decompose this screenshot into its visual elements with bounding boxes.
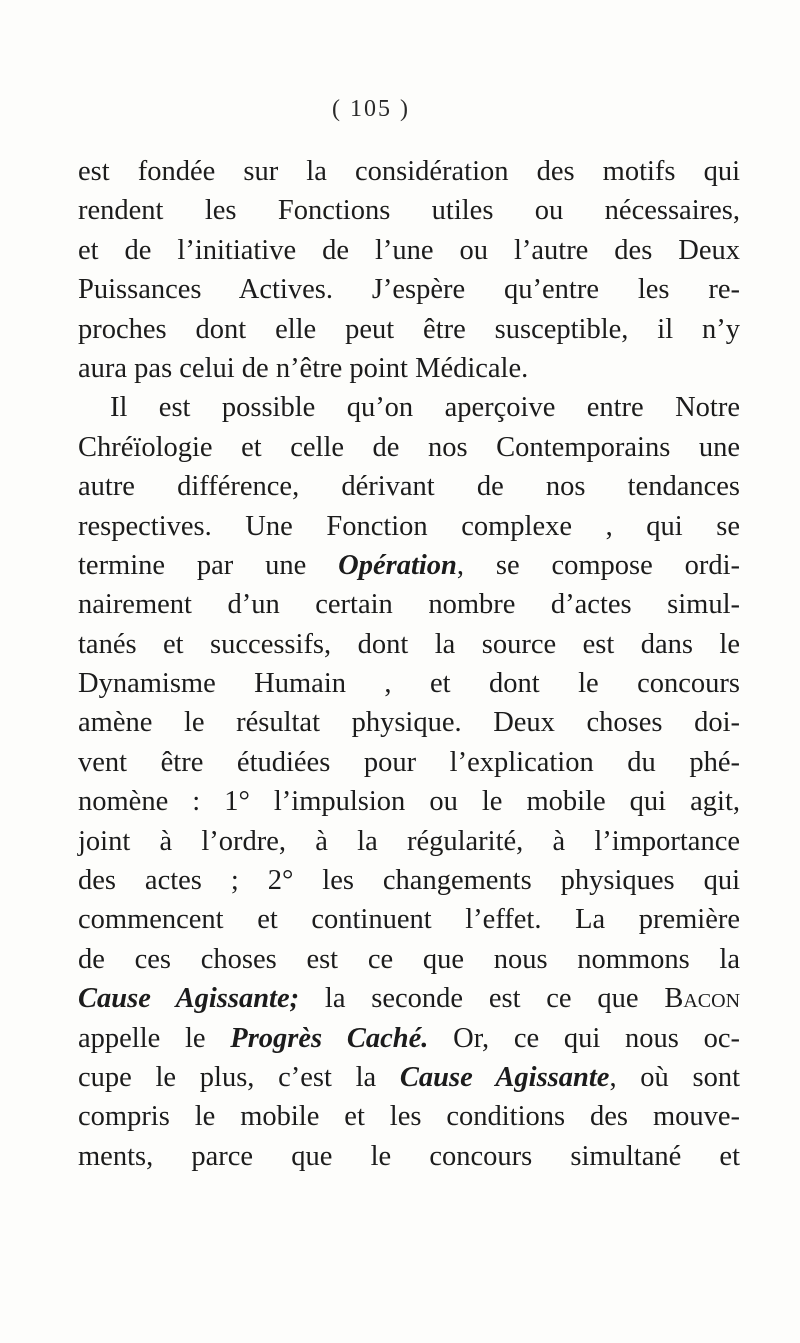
text-run: compris le mobile et les conditions des mouve- [78,1101,740,1133]
text-run: termine par une [78,549,339,581]
text-run: autre différence, dérivant de nos tendances [78,471,740,503]
text-line [78,349,740,388]
italic-phrase: Progrès Caché. [230,1022,429,1054]
body-text [78,152,740,1176]
text-line [78,310,740,349]
text-run: cupe le plus, c’est la [78,1061,400,1093]
italic-phrase: Opération [338,549,457,581]
text-line [78,703,740,742]
text-run: des actes ; 2° les changements physiques qui [78,865,740,897]
text-line [78,546,740,585]
text-run: tanés et successifs, dont la source est dans le [78,628,740,660]
text-line [78,388,740,427]
text-run: commencent et continuent l’effet. La première [78,904,740,936]
text-line [78,507,740,546]
text-line [78,1137,740,1176]
italic-phrase: Cause Agissante [399,1061,610,1093]
text-line [78,900,740,939]
text-run: Dynamisme Humain , et dont le concours [78,668,740,700]
text-run: nairement d’un certain nombre d’actes simul- [78,589,740,621]
text-line [78,664,740,703]
text-line [78,1097,740,1136]
text-run: nomène : 1° l’impulsion ou le mobile qui agit, [78,786,740,818]
text-line [78,152,740,191]
text-line [78,743,740,782]
text-line [78,782,740,821]
text-line [78,1058,740,1097]
text-run: est fondée sur la considération des motifs qui [78,156,740,187]
text-run: amène le résultat physique. Deux choses doi- [78,707,740,739]
text-run: Puissances Actives. J’espère qu’entre les re- [78,274,740,306]
text-line [78,979,740,1018]
text-run: proches dont elle peut être susceptible, il n’y [78,313,740,345]
text-line [78,270,740,309]
text-line [78,585,740,624]
text-line [78,1019,740,1058]
text-line [78,428,740,467]
text-line [78,940,740,979]
page-number: ( 105 ) [332,96,410,122]
text-run: rendent les Fonctions utiles ou nécessaires, [78,195,740,227]
text-run: ments, parce que le concours simultané et [78,1140,740,1172]
text-run: joint à l’ordre, à la régularité, à l’importance [78,825,740,857]
text-run: , se compose ordi- [456,549,740,581]
text-run: Chréïologie et celle de nos Contemporains une [78,431,740,463]
text-run: vent être étudiées pour l’explication du phé- [78,746,740,778]
text-line [78,467,740,506]
text-run: de ces choses est ce que nous nommons la [78,943,740,975]
text-run: et de l’initiative de l’une ou l’autre des Deux [78,234,740,266]
text-line [78,822,740,861]
text-run: la seconde est ce que [299,983,665,1015]
text-run: Or, ce qui nous oc- [428,1022,740,1054]
text-line [78,625,740,664]
italic-phrase: Cause Agissante; [78,983,300,1015]
text-line [78,861,740,900]
text-run: appelle le [78,1022,231,1054]
small-caps-name: Bacon [664,983,741,1015]
text-line [78,191,740,230]
text-run: Il est possible qu’on aperçoive entre Notre [110,392,740,424]
text-run: aura pas celui de n’être point Médicale. [78,352,529,384]
text-line [78,231,740,270]
text-run: respectives. Une Fonction complexe , qui se [78,510,740,542]
text-run: , où sont [609,1061,740,1093]
